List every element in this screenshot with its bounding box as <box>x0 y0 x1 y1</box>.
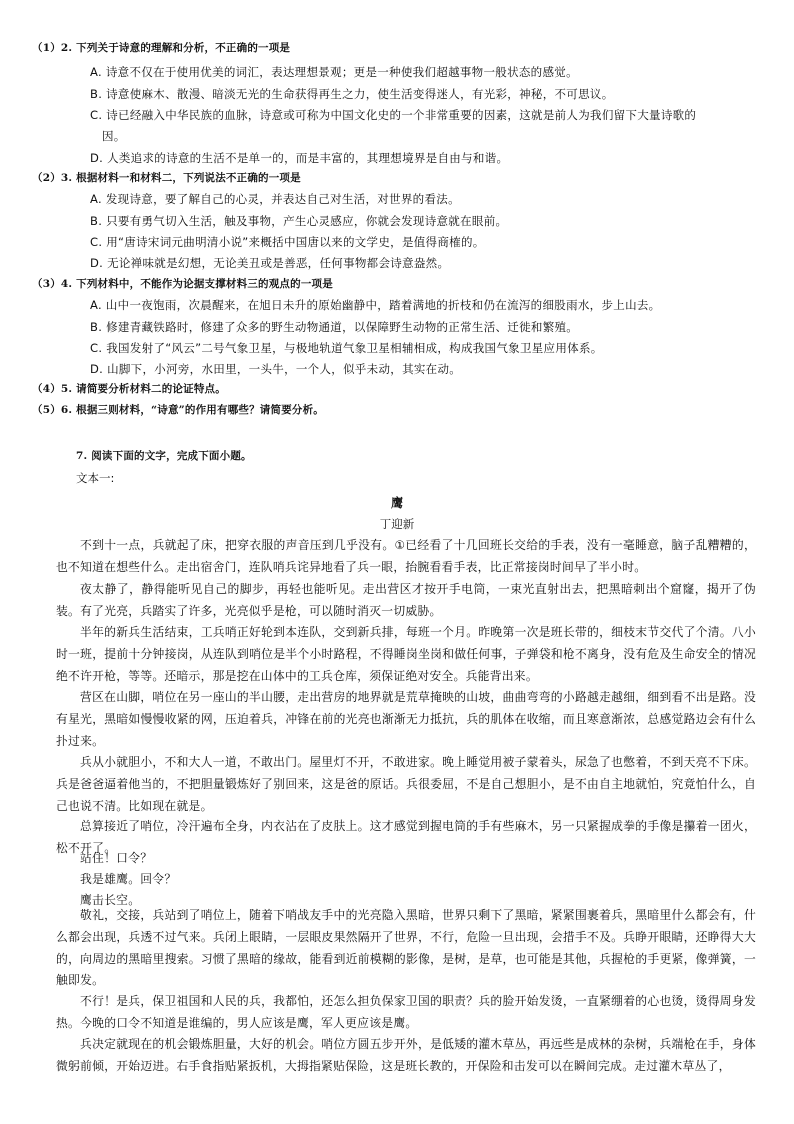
question-3-option-d: D. 无论禅味就是幻想，无论美丑或是善恶，任何事物都会诗意盎然。 <box>90 256 450 270</box>
question-4-stem: （3）4. 下列材料中，不能作为论据支撑材料三的观点的一项是 <box>32 278 333 290</box>
question-4-option-b: B. 修建青藏铁路时，修建了众多的野生动物通道，以保障野生动物的正常生活、迁徙和繁殖。 <box>90 320 579 334</box>
article-paragraph: 敬礼，交接，兵站到了哨位上，随着下哨战友手中的光亮隐入黑暗，世界只剩下了黑暗，紧紧围裹着兵，黑暗里什么都会有，什么都会出现，兵透不过气来。兵闭上眼睛，一层眼皮果然隔开了世界，不行，危险一旦出现，会措手不及。兵睁开眼睛，还睁得大大的，向周边的黑暗里搜索。习惯了黑暗的缘故，能看到近前模糊的影像，是树，是草，也可能是其他，兵握枪的手更紧，像弹簧，一触即发。 <box>56 908 756 988</box>
question-2-option-c: C. 诗已经融入中华民族的血脉，诗意或可称为中国文化史的一个非常重要的因素，这就是前人为我们留下大量诗歌的 <box>90 108 697 122</box>
article-paragraph: 不到十一点，兵就起了床，把穿衣服的声音压到几乎没有。①已经看了十几回班长交给的手表，没有一毫睡意，脑子乱糟糟的，也不知道在想些什么。走出宿舍门，连队哨兵诧异地看了兵一眼，抬腕看看手表，比正常接岗时间早了半小时。 <box>56 538 756 574</box>
question-4-option-d: D. 山脚下，小河旁，水田里，一头牛，一个人，似乎未动，其实在动。 <box>90 362 462 376</box>
dialogue-line: 鹰击长空。 <box>80 893 141 907</box>
question-6-stem: （5）6. 根据三则材料，“诗意”的作用有哪些？请简要分析。 <box>32 404 325 416</box>
article-paragraph: 兵决定就现在的机会锻炼胆量，大好的机会。哨位方圆五步开外，是低矮的灌木草丛，再远些是成林的杂树，兵端枪在手，身体微躬前倾，开始迈进。右手食指贴紧扳机，大拇指紧贴保险，这是班长教的，开保险和击发可以在瞬间完成。走过灌木草丛了， <box>56 1037 756 1073</box>
article-paragraph: 不行！是兵，保卫祖国和人民的兵，我都怕，还怎么担负保家卫国的职责？兵的脸开始发烫，一直紧绷着的心也烫，烫得周身发热。今晚的口令不知道是谁编的，男人应该是鹰，军人更应该是鹰。 <box>56 994 756 1030</box>
question-2-option-d: D. 人类追求的诗意的生活不是单一的，而是丰富的，其理想境界是自由与和谐。 <box>90 151 509 165</box>
article-paragraph: 半年的新兵生活结束，工兵哨正好轮到本连队，交到新兵排，每班一个月。昨晚第一次是班长带的，细枝末节交代了个清。八小时一班，提前十分钟接岗，从连队到哨位是半个小时路程，不得睡岗坐岗和做任何事，子弹袋和枪不离身，没有危及生命安全的情况绝不许开枪，等等。还暗示，那是挖在山体中的工兵仓库，须保证绝对安全。兵能背出来。 <box>56 625 756 683</box>
text-one-label: 文本一: <box>76 471 115 485</box>
article-author: 丁迎新 <box>379 517 415 531</box>
question-4-option-c: C. 我国发射了“风云”二号气象卫星，与极地轨道气象卫星相辅相成，构成我国气象卫星应用体系。 <box>90 341 603 355</box>
question-3-option-b: B. 只要有勇气切入生活，触及事物，产生心灵感应，你就会发现诗意就在眼前。 <box>90 214 508 228</box>
question-3-option-c: C. 用“唐诗宋词元曲明清小说”来概括中国唐以来的文学史，是值得商榷的。 <box>90 235 485 249</box>
question-2-option-b: B. 诗意使麻木、散漫、暗淡无光的生命获得再生之力，使生活变得迷人，有光彩，神秘，不可思议。 <box>90 87 614 101</box>
question-2-option-c-continued: 因。 <box>102 129 126 143</box>
question-3-option-a: A. 发现诗意，要了解自己的心灵，并表达自己对生活，对世界的看法。 <box>90 192 460 206</box>
article-title: 鹰 <box>390 496 403 510</box>
question-3-stem: （2）3. 根据材料一和材料二，下列说法不正确的一项是 <box>32 172 301 184</box>
article-paragraph: 夜太静了，静得能听见自己的脚步，再轻也能听见。走出营区才按开手电筒，一束光直射出去，把黑暗刺出个窟窿，揭开了伪装。有了光亮，兵踏实了许多，光亮似乎是枪，可以随时消灭一切威胁。 <box>56 582 756 618</box>
dialogue-line: 站住！口令？ <box>80 851 153 865</box>
question-7-stem: 7. 阅读下面的文字，完成下面小题。 <box>76 450 252 462</box>
question-4-option-a: A. 山中一夜饱雨，次晨醒来，在旭日未升的原始幽静中，踏着满地的折枝和仍在流泻的细股雨水，步上山去。 <box>90 298 661 312</box>
question-2-option-a: A. 诗意不仅在于使用优美的词汇，表达理想景观；更是一种使我们超越事物一般状态的感觉。 <box>90 65 578 79</box>
question-2-stem: （1）2. 下列关于诗意的理解和分析，不正确的一项是 <box>32 42 291 54</box>
article-paragraph: 总算接近了哨位，冷汗遍布全身，内衣沾在了皮肤上。这才感觉到握电筒的手有些麻木，另一只紧握成拳的手像是攥着一团火，松不开了。 <box>56 819 756 855</box>
article-paragraph: 兵从小就胆小，不和大人一道，不敢出门。屋里灯不开，不敢进家。晚上睡觉用被子蒙着头，尿急了也憋着，不到天亮不下床。兵是爸爸逼着他当的，不把胆量锻炼好了别回来，这是爸的原话。兵很委屈，不是自己想胆小，是不由自主地就怕，究竟怕什么，自己也说不清。比如现在就是。 <box>56 755 756 813</box>
question-5-stem: （4）5. 请简要分析材料二的论证特点。 <box>32 383 226 395</box>
dialogue-line: 我是雄鹰。回令？ <box>80 872 177 886</box>
article-paragraph: 营区在山脚，哨位在另一座山的半山腰，走出营房的地界就是荒草掩映的山坡，曲曲弯弯的小路越走越细，细到看不出是路。没有星光，黑暗如慢慢收紧的网，压迫着兵，冲锋在前的光亮也渐渐无力抵抗，兵的肌体在收缩，而且寒意渐浓，总感觉路边会有什么扑过来。 <box>56 690 756 748</box>
